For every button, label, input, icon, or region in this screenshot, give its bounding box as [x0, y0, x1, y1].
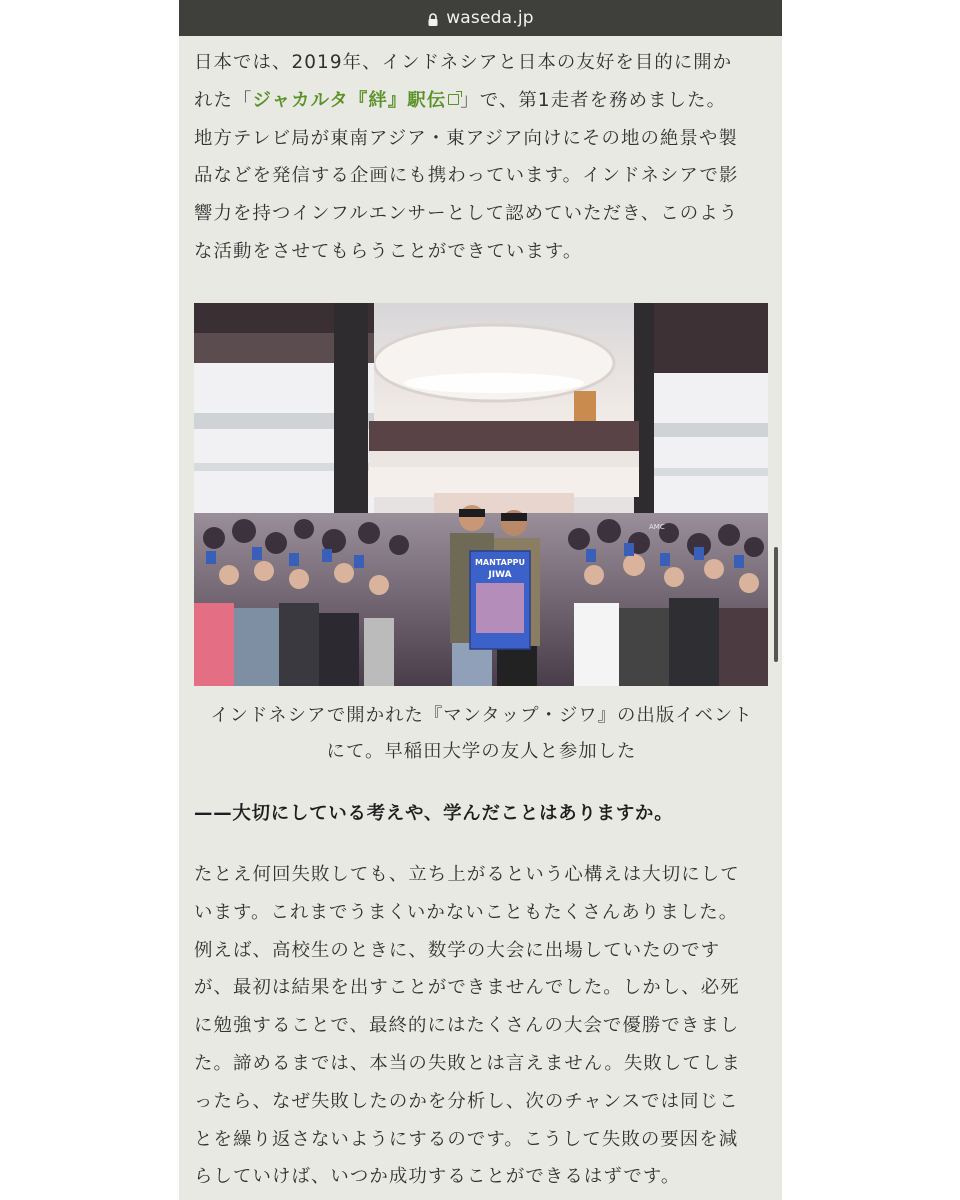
ekiden-link-label: ジャカルタ『絆』駅伝	[252, 89, 447, 111]
url-text: waseda.jp	[446, 8, 534, 28]
paragraph-line: います。これまでうまくいかないこともたくさんありました。	[194, 901, 739, 923]
paragraph-line: た。諦めるまでは、本当の失敗とは言えません。失敗してしま	[194, 1052, 741, 1074]
paragraph-line: 品などを発信する企画にも携わっています。インドネシアで影	[194, 165, 739, 187]
paragraph-line: 日本では、2019年、インドネシアと日本の友好を目的に開か	[194, 52, 733, 73]
scrollbar[interactable]	[774, 547, 778, 662]
paragraph-line: ったら、なぜ失敗したのかを分析し、次のチャンスでは同じこ	[194, 1090, 739, 1112]
paragraph-line: 響力を持つインフルエンサーとして認めていただき、このよう	[194, 203, 739, 225]
address-bar[interactable]	[179, 0, 782, 36]
photo-caption	[194, 698, 769, 770]
mobile-browser-viewport	[179, 0, 782, 1200]
paragraph-line: たとえ何回失敗しても、立ち上がるという心構えは大切にして	[194, 864, 740, 885]
paragraph-line: 地方テレビ局が東南アジア・東アジア向けにその地の絶景や製	[194, 127, 738, 149]
book-cover	[470, 551, 530, 649]
paragraph-line	[194, 82, 738, 120]
book-launch-event-photo	[194, 303, 768, 686]
intro-paragraph	[194, 44, 738, 271]
book-title-line1: MANTAPPU	[474, 558, 526, 567]
lock-icon	[427, 13, 439, 26]
external-link-icon	[448, 94, 459, 105]
event-photo-illustration	[194, 303, 768, 686]
paragraph-line: とを繰り返さないようにするのです。こうして失敗の要因を減	[194, 1128, 739, 1150]
paragraph-line: らしていけば、いつか成功することができるはずです。	[194, 1166, 681, 1188]
ekiden-link[interactable]	[252, 90, 460, 111]
paragraph-line: に勉強することで、最終的にはたくさんの大会で優勝できまし	[194, 1015, 740, 1037]
paragraph-line: な活動をさせてもらうことができています。	[194, 240, 583, 262]
caption-line: インドネシアで開かれた『マンタップ・ジワ』の出版イベント	[210, 705, 753, 726]
mall-sign: AMC	[649, 523, 665, 531]
paragraph-line: が、最初は結果を出すことができませんでした。しかし、必死	[194, 977, 740, 999]
text-segment: れた「	[194, 89, 253, 111]
answer-paragraph	[194, 856, 741, 1196]
paragraph-line: 例えば、高校生のときに、数学の大会に出場していたのです	[194, 939, 721, 961]
interview-question: ——大切にしている考えや、学んだことはありますか。	[194, 803, 674, 824]
text-segment: 」で、第1走者を務めました。	[460, 89, 727, 111]
book-title-line2: JIWA	[488, 570, 512, 580]
caption-line: にて。早稲田大学の友人と参加した	[326, 741, 637, 762]
